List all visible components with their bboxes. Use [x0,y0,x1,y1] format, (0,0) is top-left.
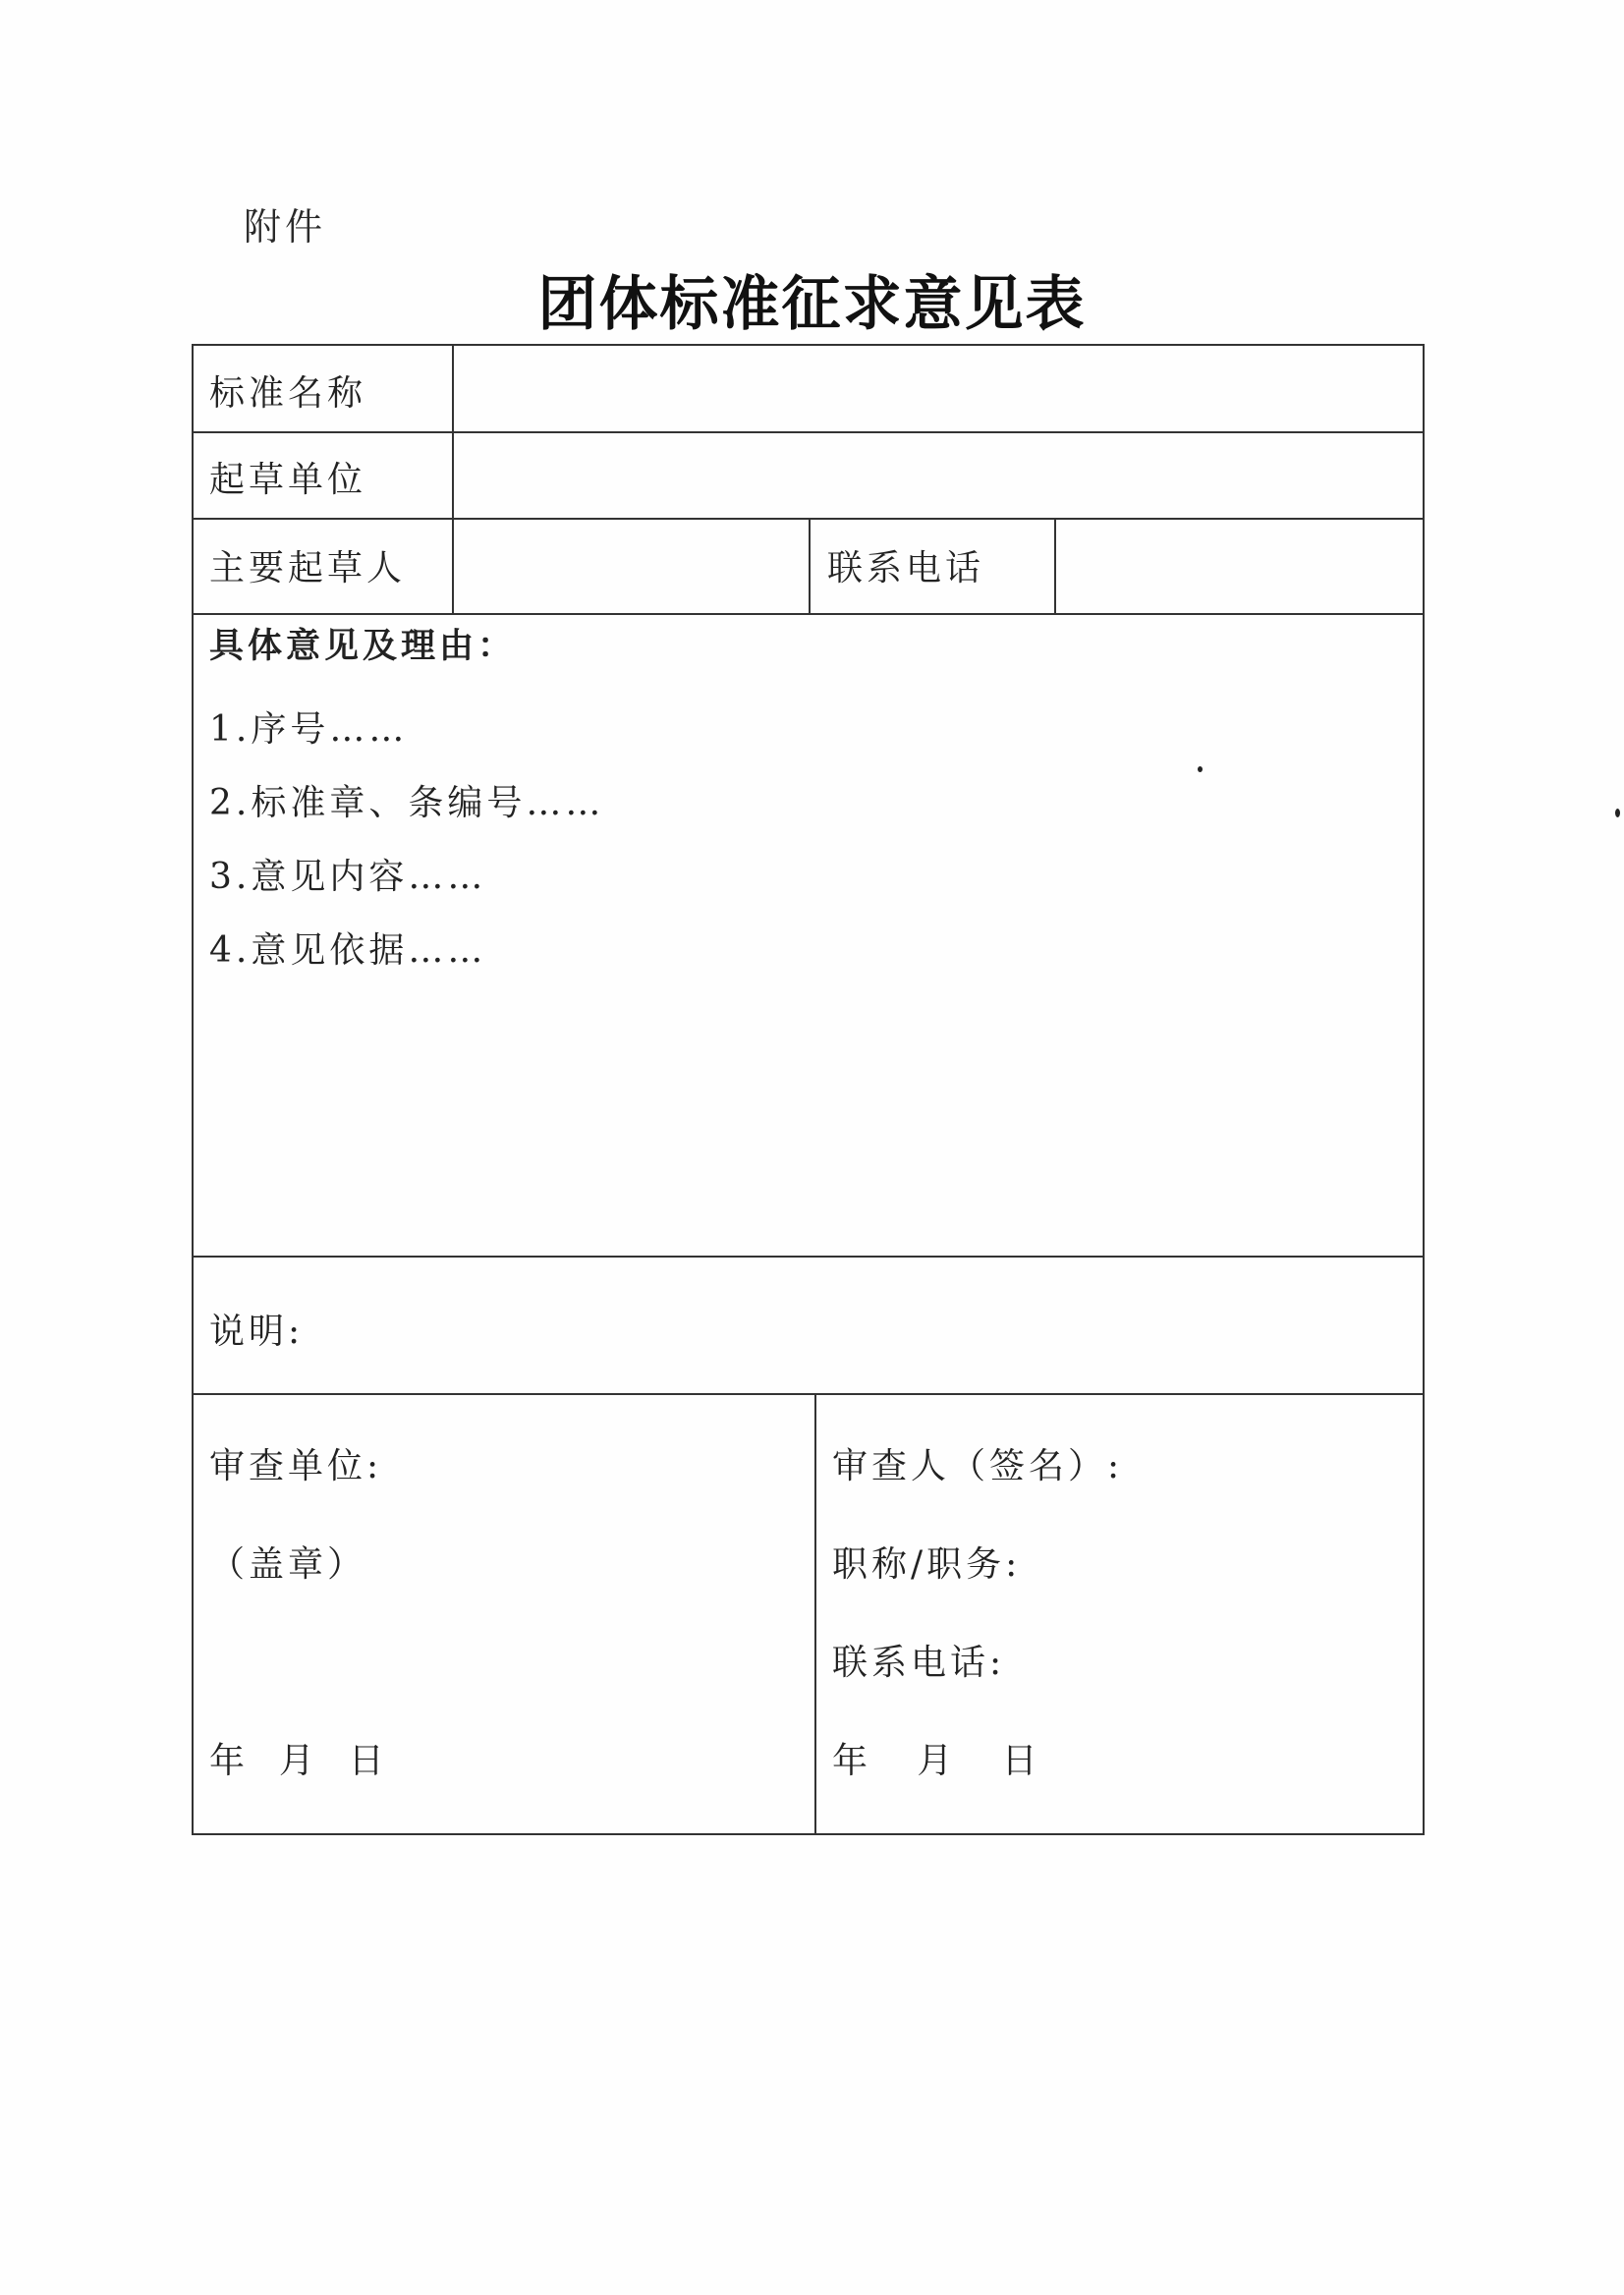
row-divider-1 [194,431,1423,433]
standard-name-label: 标准名称 [209,373,367,414]
scan-speck [1615,809,1620,817]
drafting-unit-field[interactable] [455,434,1422,517]
opinions-heading: 具体意见及理由： [209,627,517,666]
notes-label: 说明: [209,1312,305,1352]
label-column-divider [452,346,454,613]
review-unit-label: 审查单位: [209,1446,383,1486]
drafting-unit-label: 起草单位 [209,460,367,500]
title-position-label: 职称/职务: [832,1544,1022,1585]
main-drafter-field[interactable] [455,521,807,612]
row-divider-5 [194,1393,1423,1395]
opinion-item-1: 1.序号…… [209,709,409,750]
scan-speck [1198,766,1203,772]
phone-label-left-divider [809,518,811,613]
contact-phone-label: 联系电话 [827,548,985,588]
reviewer-signature-label: 审查人（签名）: [832,1446,1124,1486]
date-left: 年 月 日 [209,1741,388,1781]
date-right: 年 月 日 [832,1741,1041,1781]
row-divider-3 [194,613,1423,615]
main-drafter-label: 主要起草人 [209,548,407,588]
review-column-divider [814,1393,816,1833]
row-divider-4 [194,1256,1423,1258]
document-title: 团体标准征求意见表 [537,270,1087,339]
review-phone-label: 联系电话: [832,1643,1006,1683]
standard-name-field[interactable] [455,348,1422,430]
opinion-item-4: 4.意见依据…… [209,930,487,971]
seal-label: （盖章） [209,1544,367,1585]
phone-label-right-divider [1054,518,1056,613]
attachment-label: 附件 [244,205,327,249]
contact-phone-field[interactable] [1057,521,1422,612]
opinion-form-table [192,344,1425,1835]
opinion-item-2: 2.标准章、条编号…… [209,783,605,823]
opinion-item-3: 3.意见内容…… [209,857,487,897]
